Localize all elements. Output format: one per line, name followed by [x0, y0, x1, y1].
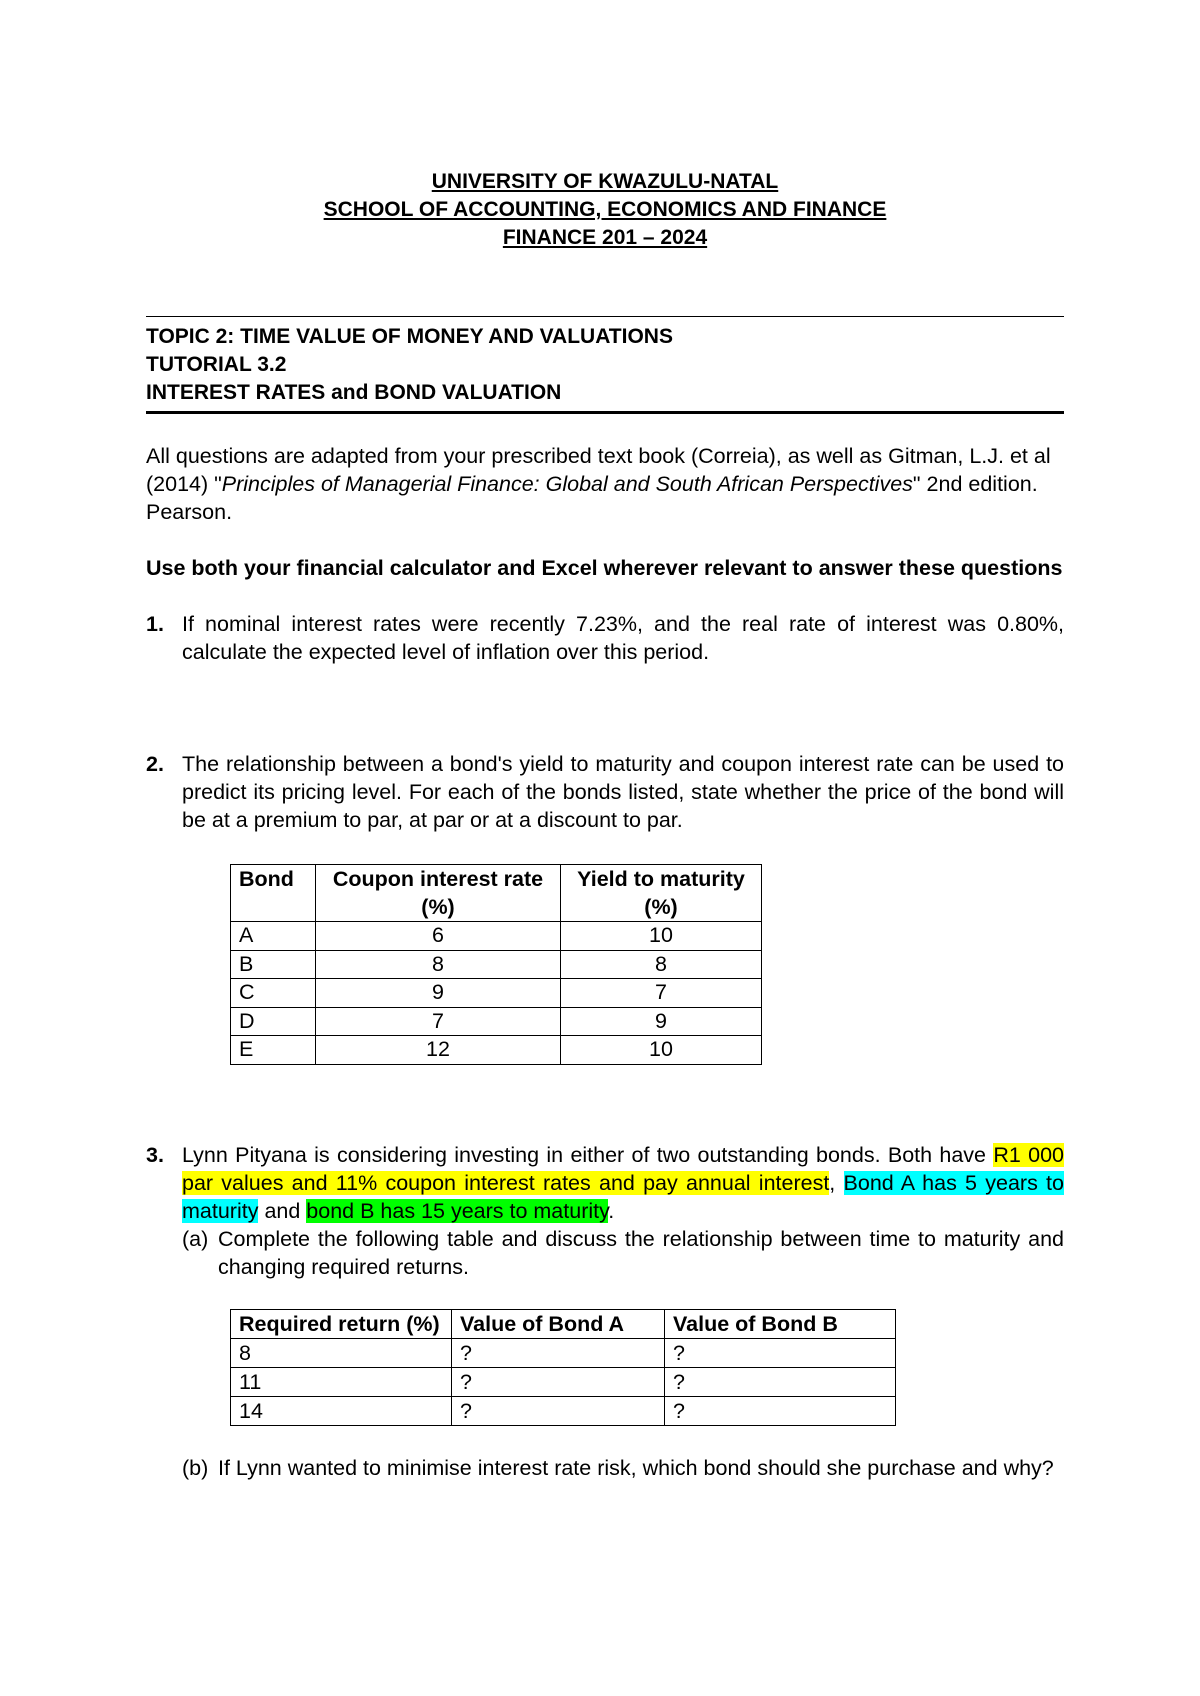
table-row — [231, 922, 762, 951]
coupon-rate: 9 — [316, 979, 561, 1008]
value-bond-a: ? — [452, 1338, 665, 1367]
topic-block — [146, 323, 1064, 407]
question-3b — [182, 1454, 1064, 1482]
coupon-rate: 12 — [316, 1036, 561, 1065]
bond-name: A — [231, 922, 316, 951]
required-return: 11 — [231, 1367, 452, 1396]
question-3b-label: (b) — [182, 1455, 209, 1480]
highlight-bond-b: bond B has 15 years to maturity — [306, 1198, 609, 1223]
value-bond-a: ? — [452, 1367, 665, 1396]
coupon-rate: 6 — [316, 922, 561, 951]
header-bond: Bond — [231, 865, 316, 922]
table-row — [231, 979, 762, 1008]
question-3a — [182, 1225, 1064, 1281]
question-3b-wrapper — [146, 1454, 1064, 1482]
tutorial-title: INTEREST RATES and BOND VALUATION — [146, 381, 562, 404]
question-2 — [146, 750, 1064, 834]
yield-to-maturity: 10 — [561, 922, 762, 951]
sentence-end: . — [608, 1198, 615, 1223]
required-return: 14 — [231, 1396, 452, 1425]
university-name: UNIVERSITY OF KWAZULU-NATAL — [431, 170, 779, 193]
question-2-number: 2. — [146, 752, 164, 776]
question-3a-text: Complete the following table and discuss the relationship between time to maturity and changing required returns. — [218, 1226, 1064, 1279]
document-page — [146, 168, 1064, 1482]
coupon-rate: 8 — [316, 950, 561, 979]
value-bond-b: ? — [665, 1396, 896, 1425]
table-header-row — [231, 1309, 896, 1338]
table-header-row — [231, 865, 762, 922]
bond-name: E — [231, 1036, 316, 1065]
highlight-bond-a: Bond A has 5 years to maturity — [182, 1170, 1064, 1223]
value-bond-b: ? — [665, 1338, 896, 1367]
question-3a-label: (a) — [182, 1226, 209, 1251]
question-2-text: The relationship between a bond's yield to maturity and coupon interest rate can be used to predict its pricing level. For each of the bonds listed, state whether the price of the bond will be at a premium to par, at par or at a discount to par. — [182, 752, 1064, 832]
value-bond-b: ? — [665, 1367, 896, 1396]
top-divider — [146, 316, 1064, 317]
question-3b-text: If Lynn wanted to minimise interest rate risk, which bond should she purchase and why? — [218, 1455, 1054, 1480]
header-required-return: Required return (%) — [231, 1309, 452, 1338]
required-return: 8 — [231, 1338, 452, 1367]
bond-pricing-table — [230, 864, 762, 1065]
coupon-rate: 7 — [316, 1007, 561, 1036]
header-value-bond-b: Value of Bond B — [665, 1309, 896, 1338]
tutorial-number: TUTORIAL 3.2 — [146, 353, 287, 376]
bond-name: D — [231, 1007, 316, 1036]
yield-to-maturity: 10 — [561, 1036, 762, 1065]
book-title: Principles of Managerial Finance: Global and South African Perspectives — [221, 472, 913, 496]
question-3-number: 3. — [146, 1142, 164, 1167]
header-value-bond-a: Value of Bond A — [452, 1309, 665, 1338]
question-1 — [146, 610, 1064, 666]
table-row — [231, 1367, 896, 1396]
intro-text-end: " 2nd edition. Pearson. — [146, 472, 1038, 524]
bond-value-table — [230, 1309, 896, 1426]
yield-to-maturity: 7 — [561, 979, 762, 1008]
highlight-par-values: R1 000 par values and 11% coupon interest rates and pay annual interest — [182, 1142, 1064, 1195]
bond-name: B — [231, 950, 316, 979]
intro-text-start: All questions are adapted from your prescribed text book (Correia), as well as Gitman, L.J. et al (2014) " — [146, 444, 1051, 496]
yield-to-maturity: 9 — [561, 1007, 762, 1036]
intro-paragraph — [146, 442, 1064, 526]
question-1-text: If nominal interest rates were recently 7.23%, and the real rate of interest was 0.80%, calculate the expected level of inflation over this period. — [182, 612, 1064, 664]
table-row — [231, 1036, 762, 1065]
bottom-divider — [146, 411, 1064, 414]
question-3 — [146, 1141, 1064, 1281]
document-header — [146, 168, 1064, 252]
instruction-text: Use both your financial calculator and Excel wherever relevant to answer these questions — [146, 556, 1063, 580]
question-1-number: 1. — [146, 612, 164, 636]
table-row — [231, 1338, 896, 1367]
value-bond-a: ? — [452, 1396, 665, 1425]
topic-title: TOPIC 2: TIME VALUE OF MONEY AND VALUATIONS — [146, 325, 673, 348]
question-3-text-start: Lynn Pityana is considering investing in either of two outstanding bonds. Both have — [182, 1142, 994, 1167]
school-name: SCHOOL OF ACCOUNTING, ECONOMICS AND FINANCE — [323, 198, 887, 221]
separator: and — [258, 1198, 307, 1223]
table-row — [231, 1007, 762, 1036]
course-name: FINANCE 201 – 2024 — [502, 226, 708, 249]
question-3-text — [182, 1141, 1064, 1225]
table-row — [231, 1396, 896, 1425]
table-row — [231, 950, 762, 979]
header-coupon-rate: Coupon interest rate (%) — [316, 865, 561, 922]
header-yield-to-maturity: Yield to maturity (%) — [561, 865, 762, 922]
bond-name: C — [231, 979, 316, 1008]
yield-to-maturity: 8 — [561, 950, 762, 979]
separator: , — [829, 1170, 844, 1195]
